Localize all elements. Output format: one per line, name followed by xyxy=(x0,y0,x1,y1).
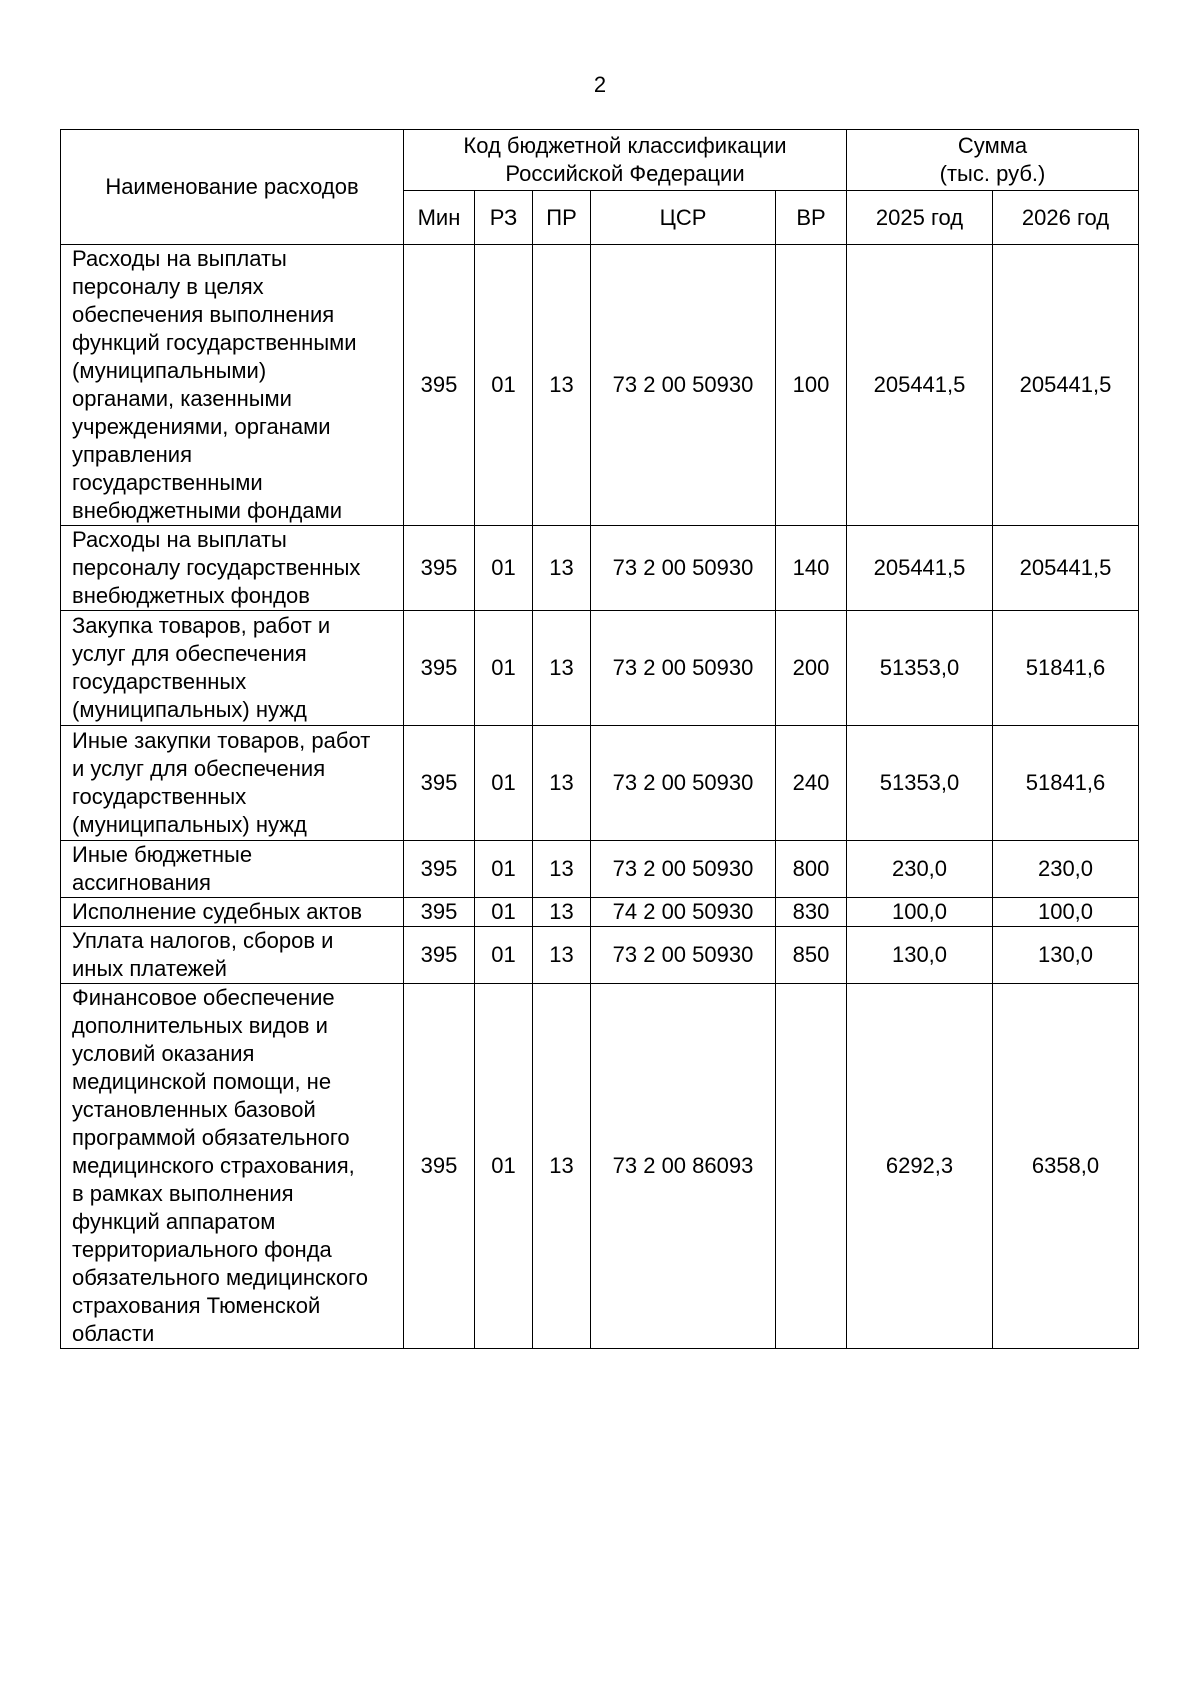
header-year-2025: 2025 год xyxy=(847,191,993,245)
csr-cell: 73 2 00 50930 xyxy=(591,927,776,984)
vr-cell: 830 xyxy=(776,898,847,927)
expense-name-line: (муниципальных) нужд xyxy=(72,697,307,722)
sum-2025-cell: 100,0 xyxy=(847,898,993,927)
expense-name-cell xyxy=(61,726,404,841)
expense-name-line: медицинского страхования, xyxy=(72,1153,355,1178)
expense-name-line: медицинской помощи, не xyxy=(72,1069,332,1094)
csr-cell: 73 2 00 50930 xyxy=(591,611,776,726)
expense-name-cell xyxy=(61,841,404,898)
pr-cell: 13 xyxy=(533,841,591,898)
header-code-group xyxy=(404,130,847,191)
expense-name-line: управления xyxy=(72,442,192,467)
table-row xyxy=(61,898,1139,927)
expense-name-cell xyxy=(61,984,404,1349)
sum-2026-cell: 130,0 xyxy=(993,927,1139,984)
sum-2025-cell: 51353,0 xyxy=(847,726,993,841)
csr-cell: 73 2 00 50930 xyxy=(591,841,776,898)
table-row xyxy=(61,245,1139,526)
vr-cell: 100 xyxy=(776,245,847,526)
expense-name-cell xyxy=(61,898,404,927)
header-name-column: Наименование расходов xyxy=(61,130,404,245)
header-sum-group xyxy=(847,130,1139,191)
header-rz: РЗ xyxy=(475,191,533,245)
min-cell: 395 xyxy=(404,611,475,726)
expense-name-line: Расходы на выплаты xyxy=(72,527,287,552)
sum-2025-cell: 51353,0 xyxy=(847,611,993,726)
sum-2025-cell: 205441,5 xyxy=(847,245,993,526)
csr-cell: 73 2 00 50930 xyxy=(591,245,776,526)
header-code-group-line2: Российской Федерации xyxy=(505,161,745,186)
sum-2026-cell: 100,0 xyxy=(993,898,1139,927)
expense-name-line: Иные бюджетные xyxy=(72,842,253,867)
csr-cell: 73 2 00 50930 xyxy=(591,726,776,841)
pr-cell: 13 xyxy=(533,611,591,726)
expense-name-line: персоналу в целях xyxy=(72,274,264,299)
expense-name-line: услуг для обеспечения xyxy=(72,641,307,666)
expense-name-cell xyxy=(61,611,404,726)
sum-2026-cell: 51841,6 xyxy=(993,726,1139,841)
expense-name-cell xyxy=(61,927,404,984)
header-vr: ВР xyxy=(776,191,847,245)
csr-cell: 73 2 00 50930 xyxy=(591,526,776,611)
min-cell: 395 xyxy=(404,726,475,841)
pr-cell: 13 xyxy=(533,898,591,927)
expense-name-line: персоналу государственных xyxy=(72,555,361,580)
vr-cell: 240 xyxy=(776,726,847,841)
vr-cell: 140 xyxy=(776,526,847,611)
expense-name-line: иных платежей xyxy=(72,956,227,981)
rz-cell: 01 xyxy=(475,611,533,726)
min-cell: 395 xyxy=(404,245,475,526)
expense-name-line: (муниципальных) нужд xyxy=(72,812,307,837)
sum-2025-cell: 230,0 xyxy=(847,841,993,898)
expense-name-line: (муниципальными) xyxy=(72,358,267,383)
expense-name-line: программой обязательного xyxy=(72,1125,350,1150)
sum-2026-cell: 205441,5 xyxy=(993,526,1139,611)
sum-2026-cell: 205441,5 xyxy=(993,245,1139,526)
rz-cell: 01 xyxy=(475,984,533,1349)
expense-name-line: условий оказания xyxy=(72,1041,255,1066)
expense-name-line: обязательного медицинского xyxy=(72,1265,368,1290)
header-csr: ЦСР xyxy=(591,191,776,245)
csr-cell: 74 2 00 50930 xyxy=(591,898,776,927)
expense-name-line: Иные закупки товаров, работ xyxy=(72,728,371,753)
header-min: Мин xyxy=(404,191,475,245)
min-cell: 395 xyxy=(404,898,475,927)
expense-name-line: функций государственными xyxy=(72,330,357,355)
expense-name-line: Расходы на выплаты xyxy=(72,246,287,271)
expense-name-line: в рамках выполнения xyxy=(72,1181,294,1206)
sum-2026-cell: 230,0 xyxy=(993,841,1139,898)
sum-2025-cell: 6292,3 xyxy=(847,984,993,1349)
pr-cell: 13 xyxy=(533,526,591,611)
min-cell: 395 xyxy=(404,841,475,898)
table-row xyxy=(61,726,1139,841)
sum-2025-cell: 205441,5 xyxy=(847,526,993,611)
table-body xyxy=(61,245,1139,1349)
csr-cell: 73 2 00 86093 xyxy=(591,984,776,1349)
min-cell: 395 xyxy=(404,927,475,984)
rz-cell: 01 xyxy=(475,245,533,526)
header-code-group-line1: Код бюджетной классификации xyxy=(463,133,787,158)
expense-name-line: ассигнования xyxy=(72,870,211,895)
header-row-1 xyxy=(61,130,1139,191)
expense-name-line: государственных xyxy=(72,784,247,809)
page-number: 2 xyxy=(593,72,607,97)
vr-cell: 850 xyxy=(776,927,847,984)
rz-cell: 01 xyxy=(475,726,533,841)
expense-name-line: территориального фонда xyxy=(72,1237,332,1262)
expense-name-line: Закупка товаров, работ и xyxy=(72,613,331,638)
expense-name-line: обеспечения выполнения xyxy=(72,302,335,327)
expense-name-cell xyxy=(61,245,404,526)
rz-cell: 01 xyxy=(475,898,533,927)
expense-name-line: учреждениями, органами xyxy=(72,414,331,439)
expense-name-cell xyxy=(61,526,404,611)
expense-name-line: Исполнение судебных актов xyxy=(72,899,363,924)
expense-name-line: Уплата налогов, сборов и xyxy=(72,928,334,953)
min-cell: 395 xyxy=(404,526,475,611)
expense-name-line: государственных xyxy=(72,669,247,694)
expense-name-line: области xyxy=(72,1321,155,1346)
table-row xyxy=(61,841,1139,898)
header-pr: ПР xyxy=(533,191,591,245)
table-row xyxy=(61,984,1139,1349)
expense-name-line: страхования Тюменской xyxy=(72,1293,321,1318)
header-year-2026: 2026 год xyxy=(993,191,1139,245)
expense-name-line: государственными xyxy=(72,470,263,495)
expense-name-line: функций аппаратом xyxy=(72,1209,276,1234)
header-sum-group-line2: (тыс. руб.) xyxy=(939,161,1046,186)
header-sum-group-line1: Сумма xyxy=(957,133,1028,158)
expense-name-line: органами, казенными xyxy=(72,386,292,411)
sum-2025-cell: 130,0 xyxy=(847,927,993,984)
budget-expenses-table xyxy=(60,129,1139,1349)
expense-name-line: Финансовое обеспечение xyxy=(72,985,335,1010)
vr-cell xyxy=(776,984,847,1349)
vr-cell: 800 xyxy=(776,841,847,898)
sum-2026-cell: 6358,0 xyxy=(993,984,1139,1349)
expense-name-line: дополнительных видов и xyxy=(72,1013,328,1038)
table-row xyxy=(61,927,1139,984)
expense-name-line: внебюджетными фондами xyxy=(72,498,343,523)
table-row xyxy=(61,526,1139,611)
table-row xyxy=(61,611,1139,726)
expense-name-line: установленных базовой xyxy=(72,1097,316,1122)
pr-cell: 13 xyxy=(533,927,591,984)
rz-cell: 01 xyxy=(475,927,533,984)
min-cell: 395 xyxy=(404,984,475,1349)
rz-cell: 01 xyxy=(475,841,533,898)
sum-2026-cell: 51841,6 xyxy=(993,611,1139,726)
pr-cell: 13 xyxy=(533,245,591,526)
vr-cell: 200 xyxy=(776,611,847,726)
pr-cell: 13 xyxy=(533,984,591,1349)
expense-name-line: и услуг для обеспечения xyxy=(72,756,326,781)
rz-cell: 01 xyxy=(475,526,533,611)
expense-name-line: внебюджетных фондов xyxy=(72,583,310,608)
pr-cell: 13 xyxy=(533,726,591,841)
